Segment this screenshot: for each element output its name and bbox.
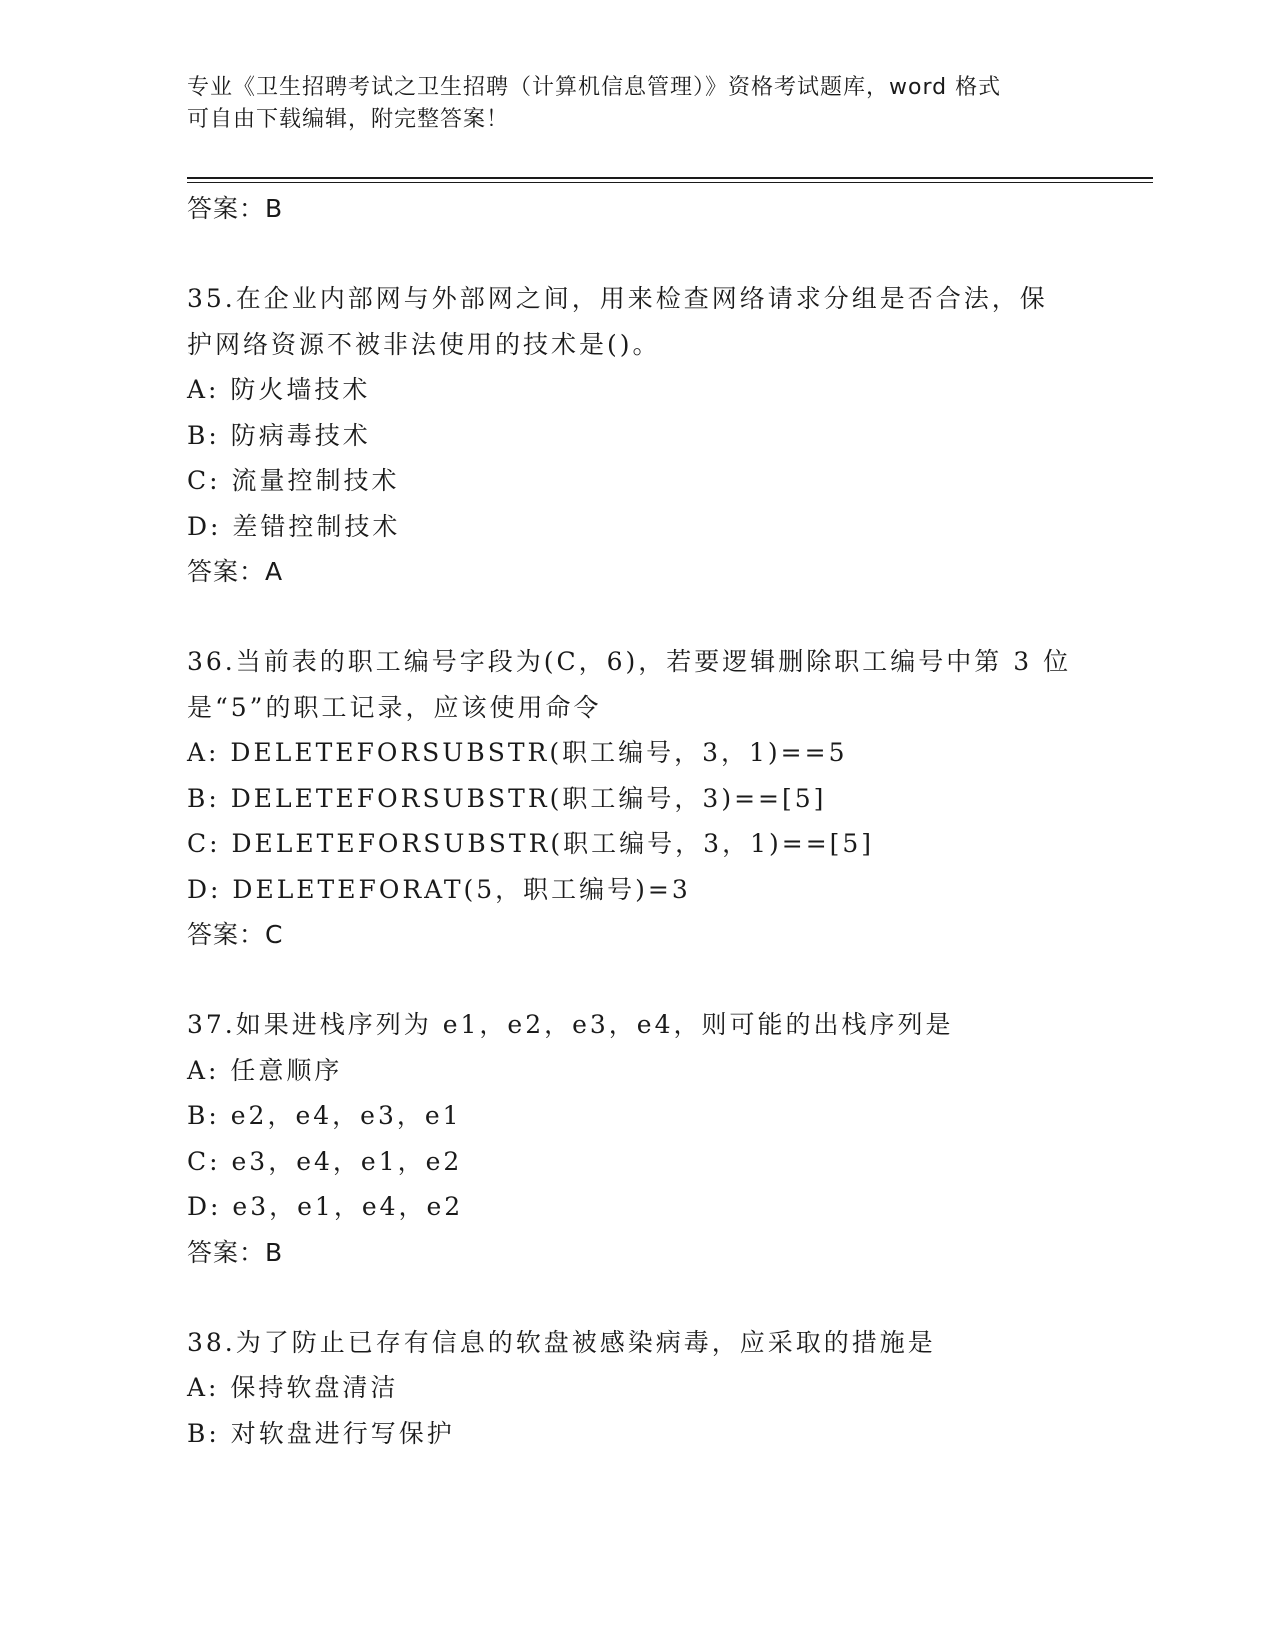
answer-line: 答案：C (187, 920, 284, 949)
question-text-line: 37.如果进栈序列为 e1，e2，e3，e4，则可能的出栈序列是 (187, 1010, 954, 1039)
question-text-line: 38.为了防止已存有信息的软盘被感染病毒，应采取的措施是 (187, 1327, 936, 1357)
question-text-line: 是“5”的职工记录，应该使用命令 (187, 692, 602, 722)
answer-line: 答案：B (187, 1237, 284, 1267)
spacer (187, 958, 1087, 1002)
answer-line: 答案：A (187, 557, 284, 586)
header-divider-thick (187, 177, 1153, 179)
header-line-1: 专业《卫生招聘考试之卫生招聘（计算机信息管理）》资格考试题库，word 格式 (187, 75, 1002, 100)
option-a: A: 防火墙技术 (187, 375, 371, 404)
option-c: C: 流量控制技术 (187, 466, 400, 495)
option-d: D: 差错控制技术 (187, 511, 401, 541)
option-a: A: 保持软盘清洁 (187, 1373, 399, 1402)
question-text-line: 护网络资源不被非法使用的技术是()。 (187, 329, 661, 359)
option-b: B: DELETEFORSUBSTR(职工编号，3)==[5] (187, 783, 827, 813)
option-d: D: DELETEFORAT(5，职工编号)=3 (187, 874, 691, 904)
question-38 (187, 1320, 1087, 1457)
option-b: B: 对软盘进行写保护 (187, 1418, 455, 1448)
answer-line: 答案：B (187, 194, 284, 223)
option-c: C: DELETEFORSUBSTR(职工编号，3，1)==[5] (187, 829, 875, 858)
option-b: B: 防病毒技术 (187, 420, 371, 450)
option-c: C: e3，e4，e1，e2 (187, 1146, 463, 1176)
question-37 (187, 1002, 1087, 1276)
document-header (187, 72, 1087, 136)
question-36 (187, 639, 1087, 958)
header-line-2: 可自由下载编辑，附完整答案！ (187, 107, 510, 132)
spacer (187, 595, 1087, 639)
spacer (187, 1276, 1087, 1320)
question-text-line: 36.当前表的职工编号字段为(C，6)，若要逻辑删除职工编号中第 3 位 (187, 647, 1072, 676)
spacer (187, 232, 1087, 276)
question-text-line: 35.在企业内部网与外部网之间，用来检查网络请求分组是否合法，保 (187, 284, 1048, 313)
question-35 (187, 276, 1087, 595)
option-a: A: 任意顺序 (187, 1055, 343, 1085)
option-b: B: e2，e4，e3，e1 (187, 1101, 462, 1130)
header-divider-thin (187, 182, 1153, 183)
option-a: A: DELETEFORSUBSTR(职工编号，3，1)==5 (187, 738, 848, 767)
question-list (187, 186, 1087, 1456)
option-d: D: e3，e1，e4，e2 (187, 1192, 464, 1221)
